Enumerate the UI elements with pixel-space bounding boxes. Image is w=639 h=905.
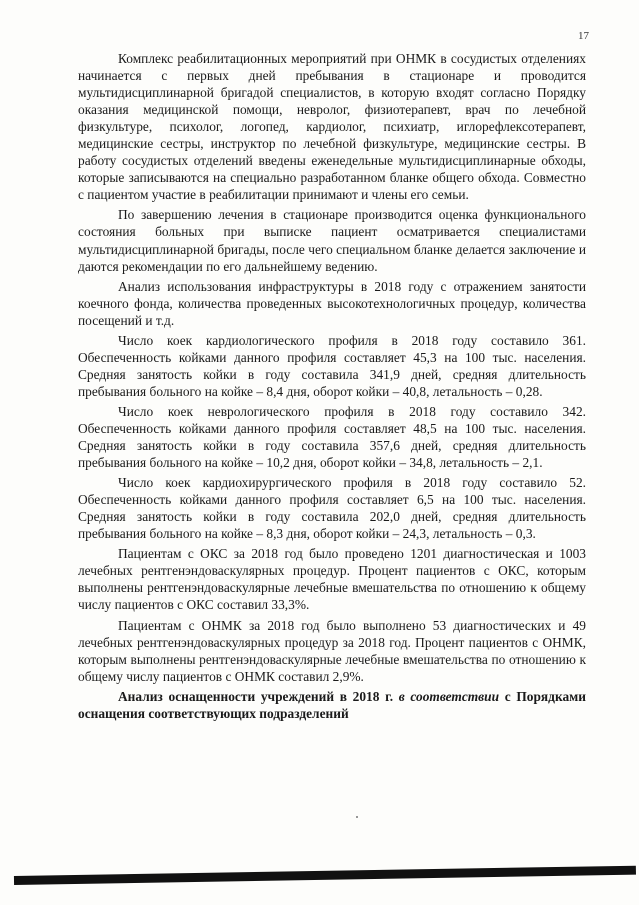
paragraph-oks-procedures: Пациентам с ОКС за 2018 год было проведено 1201 диагностическая и 1003 лечебных рентгенэндоваскулярных процедур. Процент пациентов с ОКС, которым выполнены рентгенэндоваскулярные лечебные вмешательства по отношению к общему числу пациентов с ОКС составил 33,3%. — [78, 546, 586, 613]
paragraph-rehabilitation: Комплекс реабилитационных мероприятий при ОНМК в сосудистых отделениях начинается с первых дней пребывания в стационаре и проводится мультидисциплинарной бригадой специалистов, в которую входят согласно Порядку оказания медицинской помощи, невролог, физиотерапевт, врач по лечебной физкультуре, психолог, логопед, кардиолог, психиатр, иглорефлексотерапевт, медицинские сестры, инструктор по лечебной физкультуре, медицинские сестры. В работу сосудистых отделений введены еженедельные мультидисциплинарные обходы, которые записываются на специально разработанном бланке общего обхода. Совместно с пациентом участие в реабилитации принимают и члены его семьи. — [78, 51, 586, 203]
heading-part-1: Анализ оснащенности учреждений в 2018 г. — [118, 688, 399, 704]
section-heading-equipment — [78, 688, 586, 722]
paragraph-cardiosurgery-beds: Число коек кардиохирургического профиля в 2018 году составило 52. Обеспеченность койками данного профиля составляет 6,5 на 100 тыс. населения. Средняя занятость койки в году составила 202,0 дней, средняя длительность пребывания больного на койке – 8,3 дня, оборот койки – 24,3, летальность – 0,3. — [78, 475, 586, 542]
paragraph-cardiology-beds: Число коек кардиологического профиля в 2018 году составило 361. Обеспеченность койками данного профиля составляет 45,3 на 100 тыс. населения. Средняя занятость койки в году составила 341,9 дней, средняя длительность пребывания больного на койке – 8,4 дня, оборот койки – 40,8, летальность – 0,28. — [78, 332, 586, 399]
scan-speck — [356, 816, 358, 818]
heading-part-italic: в соответствии — [398, 688, 500, 704]
paragraph-discharge-assessment: По завершению лечения в стационаре производится оценка функционального состояния больных при выписке пациент осматривается специалистами мультидисциплинарной бригады, после чего специальном бланке делается заключение и даются рекомендации по его дальнейшему ведению. — [78, 207, 586, 274]
scan-edge-bar — [14, 866, 636, 885]
heading-part-2: с Порядками оснащения соответствующих подразделений — [78, 688, 586, 721]
paragraph-infrastructure-analysis: Анализ использования инфраструктуры в 2018 году с отражением занятости коечного фонда, количества проведенных высокотехнологичных процедур, количества посещений и т.д. — [78, 278, 586, 328]
page-number: 17 — [578, 30, 589, 42]
paragraph-onmk-procedures: Пациентам с ОНМК за 2018 год было выполнено 53 диагностических и 49 лечебных рентгенэндоваскулярных процедур за 2018 год. Процент пациентов с ОНМК, которым выполнены рентгенэндоваскулярные лечебные вмешательства по отношению к общему числу пациентов с ОНМК составил 2,9%. — [78, 617, 586, 684]
document-body — [78, 50, 586, 725]
paragraph-neurology-beds: Число коек неврологического профиля в 2018 году составило 342. Обеспеченность койками данного профиля составляет 48,5 на 100 тыс. населения. Средняя занятость койки в году составила 357,6 дней, средняя длительность пребывания больного на койке – 10,2 дня, оборот койки – 34,8, летальность – 2,1. — [78, 403, 586, 471]
